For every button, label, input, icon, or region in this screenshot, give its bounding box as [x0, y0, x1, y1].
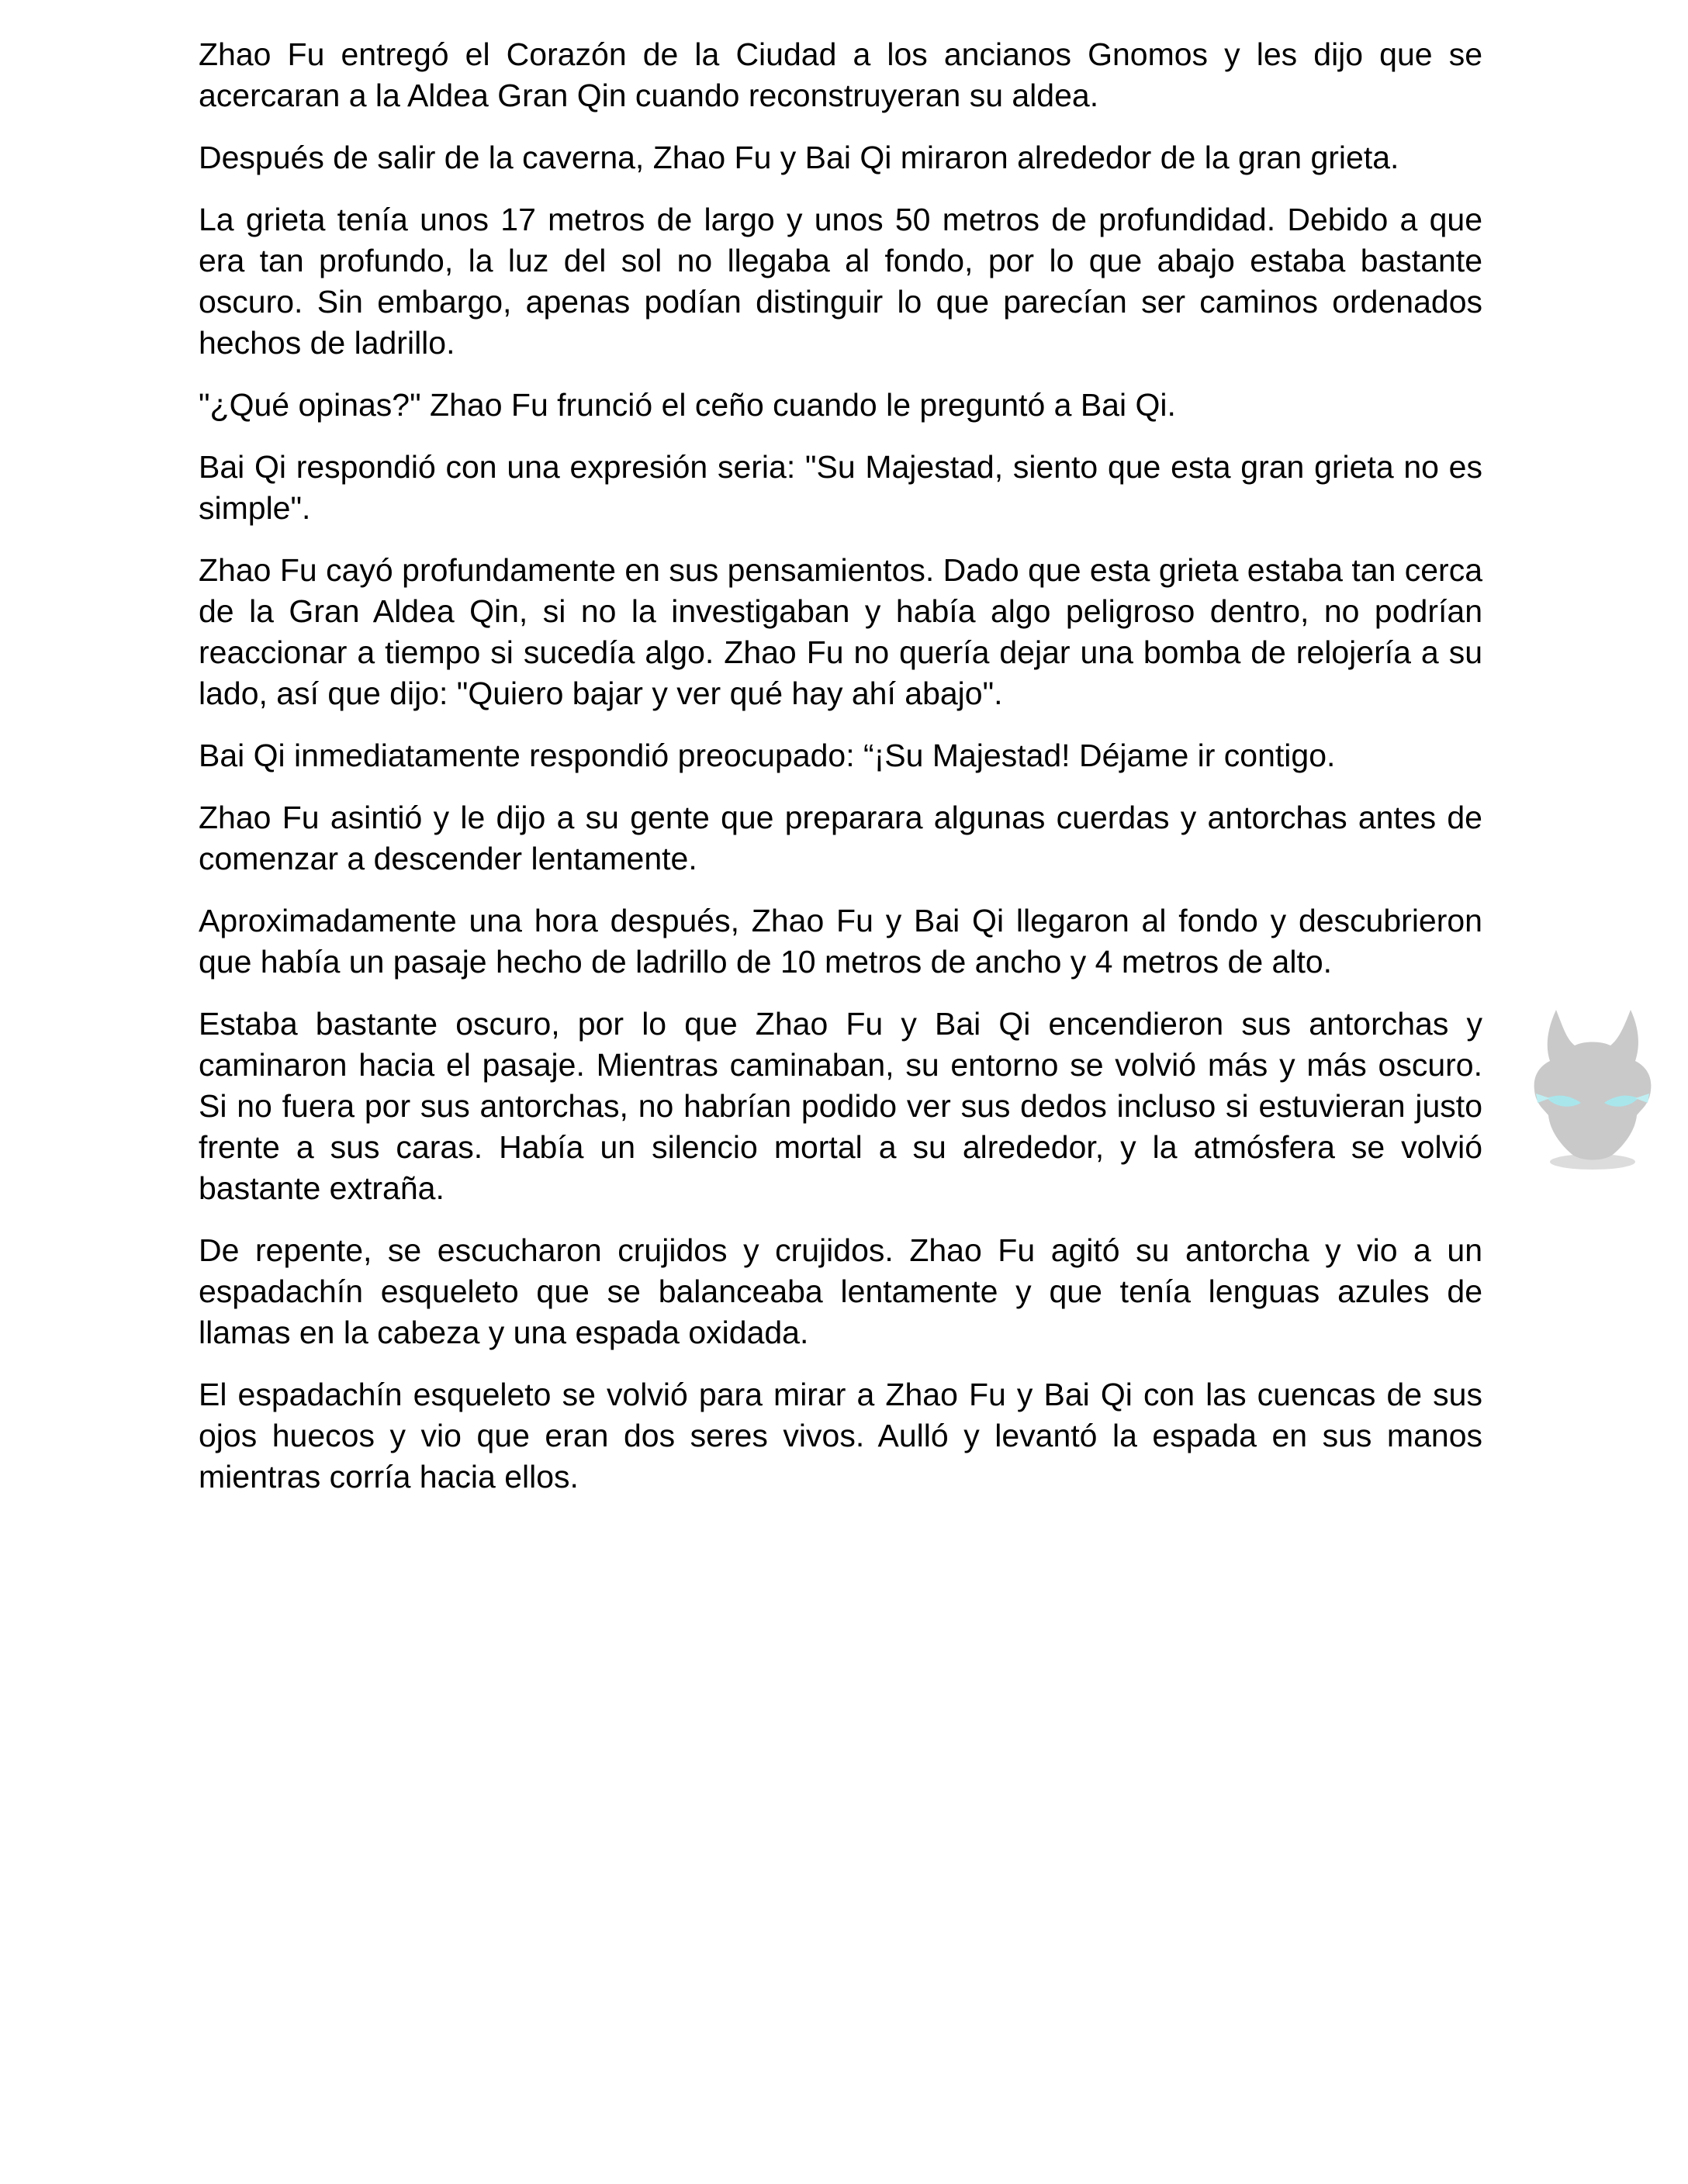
paragraph: Zhao Fu cayó profundamente en sus pensamientos. Dado que esta grieta estaba tan cerca de la Gran Aldea Qin, si no la investigaban y había algo peligroso dentro, no podrían reaccionar a tiempo si sucedía algo. Zhao Fu no quería dejar una bomba de relojería a su lado, así que dijo: "Quiero bajar y ver qué hay ahí abajo". [199, 552, 1482, 711]
paragraph: "¿Qué opinas?" Zhao Fu frunció el ceño cuando le preguntó a Bai Qi. [199, 387, 1176, 423]
paragraph: Después de salir de la caverna, Zhao Fu y Bai Qi miraron alrededor de la gran grieta. [199, 140, 1399, 175]
paragraph: La grieta tenía unos 17 metros de largo y unos 50 metros de profundidad. Debido a que era tan profundo, la luz del sol no llegaba al fondo, por lo que abajo estaba bastante oscuro. Sin embargo, apenas podían distinguir lo que parecían ser caminos ordenados hechos de ladrillo. [199, 202, 1482, 361]
paragraph: Bai Qi inmediatamente respondió preocupado: “¡Su Majestad! Déjame ir contigo. [199, 738, 1336, 773]
paragraph: Bai Qi respondió con una expresión seria: "Su Majestad, siento que esta gran grieta no es simple". [199, 449, 1482, 526]
paragraph: Aproximadamente una hora después, Zhao Fu y Bai Qi llegaron al fondo y descubrieron que había un pasaje hecho de ladrillo de 10 metros de ancho y 4 metros de alto. [199, 903, 1482, 980]
paragraph: Zhao Fu entregó el Corazón de la Ciudad a los ancianos Gnomos y les dijo que se acercaran a la Aldea Gran Qin cuando reconstruyeran su aldea. [199, 36, 1482, 113]
document-page [199, 34, 1482, 1519]
paragraph: De repente, se escucharon crujidos y crujidos. Zhao Fu agitó su antorcha y vio a un espadachín esqueleto que se balanceaba lentamente y que tenía lenguas azules de llamas en la cabeza y una espada oxidada. [199, 1232, 1482, 1350]
demon-head-shape [1534, 1010, 1652, 1160]
paragraph: Estaba bastante oscuro, por lo que Zhao Fu y Bai Qi encendieron sus antorchas y caminaron hacia el pasaje. Mientras caminaban, su entorno se volvió más y más oscuro. Si no fuera por sus antorchas, no habrían podido ver sus dedos incluso si estuvieran justo frente a sus caras. Había un silencio mortal a su alrededor, y la atmósfera se volvió bastante extraña. [199, 1006, 1482, 1206]
paragraph: El espadachín esqueleto se volvió para mirar a Zhao Fu y Bai Qi con las cuencas de sus ojos huecos y vio que eran dos seres vivos. Aulló y levantó la espada en sus manos mientras corría hacia ellos. [199, 1377, 1482, 1495]
demon-head-icon [1527, 1007, 1659, 1173]
paragraph: Zhao Fu asintió y le dijo a su gente que preparara algunas cuerdas y antorchas antes de comenzar a descender lentamente. [199, 800, 1482, 876]
